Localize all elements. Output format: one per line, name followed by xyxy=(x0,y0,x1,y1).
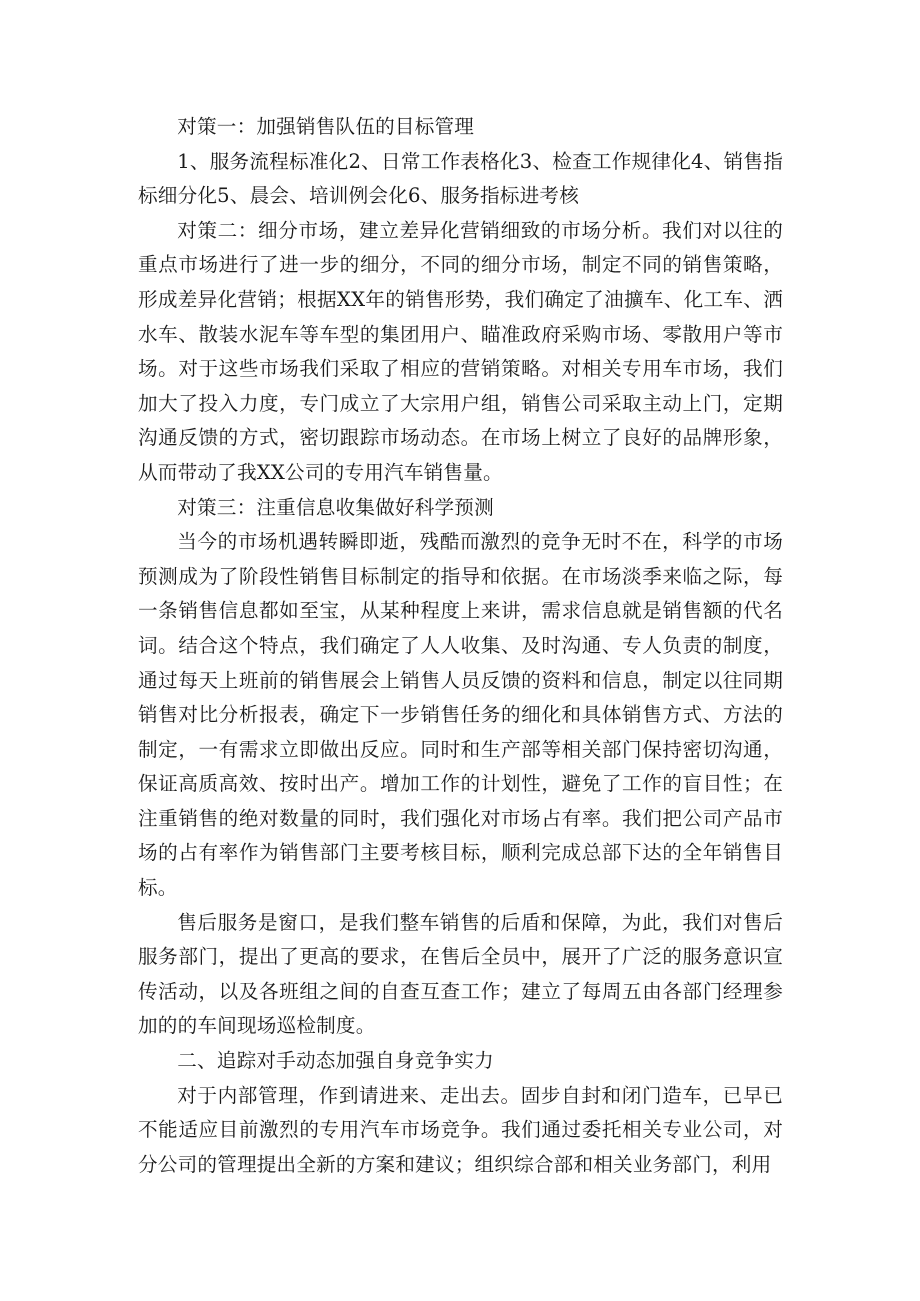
paragraph-internal-management: 对于内部管理，作到请进来、走出去。固步自封和闭门造车，已早已不能适应目前激烈的专用汽车市场竞争。我们通过委托相关专业公司，对分公司的管理提出全新的方案和建议；组织综合部和相关业务部门，利用 xyxy=(138,1083,783,1176)
document-body xyxy=(138,110,783,1182)
paragraph-strategy-one-list: 1、服务流程标准化2、日常工作表格化3、检查工作规律化4、销售指标细分化5、晨会、培训例会化6、服务指标进考核 xyxy=(138,149,783,208)
paragraph-section-two-heading: 二、追踪对手动态加强自身竞争实力 xyxy=(177,1049,494,1073)
paragraph-strategy-one-heading: 对策一：加强销售队伍的目标管理 xyxy=(177,115,475,138)
paragraph-strategy-two: 对策二：细分市场，建立差异化营销细致的市场分析。我们对以往的重点市场进行了进一步的细分，不同的细分市场，制定不同的销售策略，形成差异化营销；根据XX年的销售形势，我们确定了油擴车、化工车、洒水车、散装水泥车等车型的集团用户、瞄准政府采购市场、零散用户等市场。对于这些市场我们采取了相应的营销策略。对相关专用车市场，我们加大了投入力度，专门成立了大宗用户组，销售公司采取主动上门，定期沟通反馈的方式，密切跟踪市场动态。在市场上树立了良好的品牌形象，从而带动了我XX公司的专用汽车销售量。 xyxy=(138,218,783,484)
paragraph-strategy-three-body: 当今的市场机遇转瞬即逝，残酷而激烈的竞争无时不在，科学的市场预测成为了阶段性销售目标制定的指导和依据。在市场淡季来临之际，每一条销售信息都如至宝，从某种程度上来讲，需求信息就是销售额的代名词。结合这个特点，我们确定了人人收集、及时沟通、专人负责的制度，通过每天上班前的销售展会上销售人员反馈的资料和信息，制定以往同期销售对比分析报表，确定下一步销售任务的细化和具体销售方式、方法的制定，一有需求立即做出反应。同时和生产部等相关部门保持密切沟通，保证高质高效、按时出产。增加工作的计划性，避免了工作的盲目性；在注重销售的绝对数量的同时，我们强化对市场占有率。我们把公司产品市场的占有率作为销售部门主要考核目标，顺利完成总部下达的全年销售目标。 xyxy=(138,530,783,900)
paragraph-strategy-three-heading: 对策三：注重信息收集做好科学预测 xyxy=(177,495,494,519)
paragraph-after-sales-service: 售后服务是窗口，是我们整车销售的后盾和保障，为此，我们对售后服务部门，提出了更高的要求，在售后全员中，展开了广泛的服务意识宣传活动，以及各班组之间的自查互查工作；建立了每周五由各部门经理参加的的车间现场巡检制度。 xyxy=(138,910,783,1038)
